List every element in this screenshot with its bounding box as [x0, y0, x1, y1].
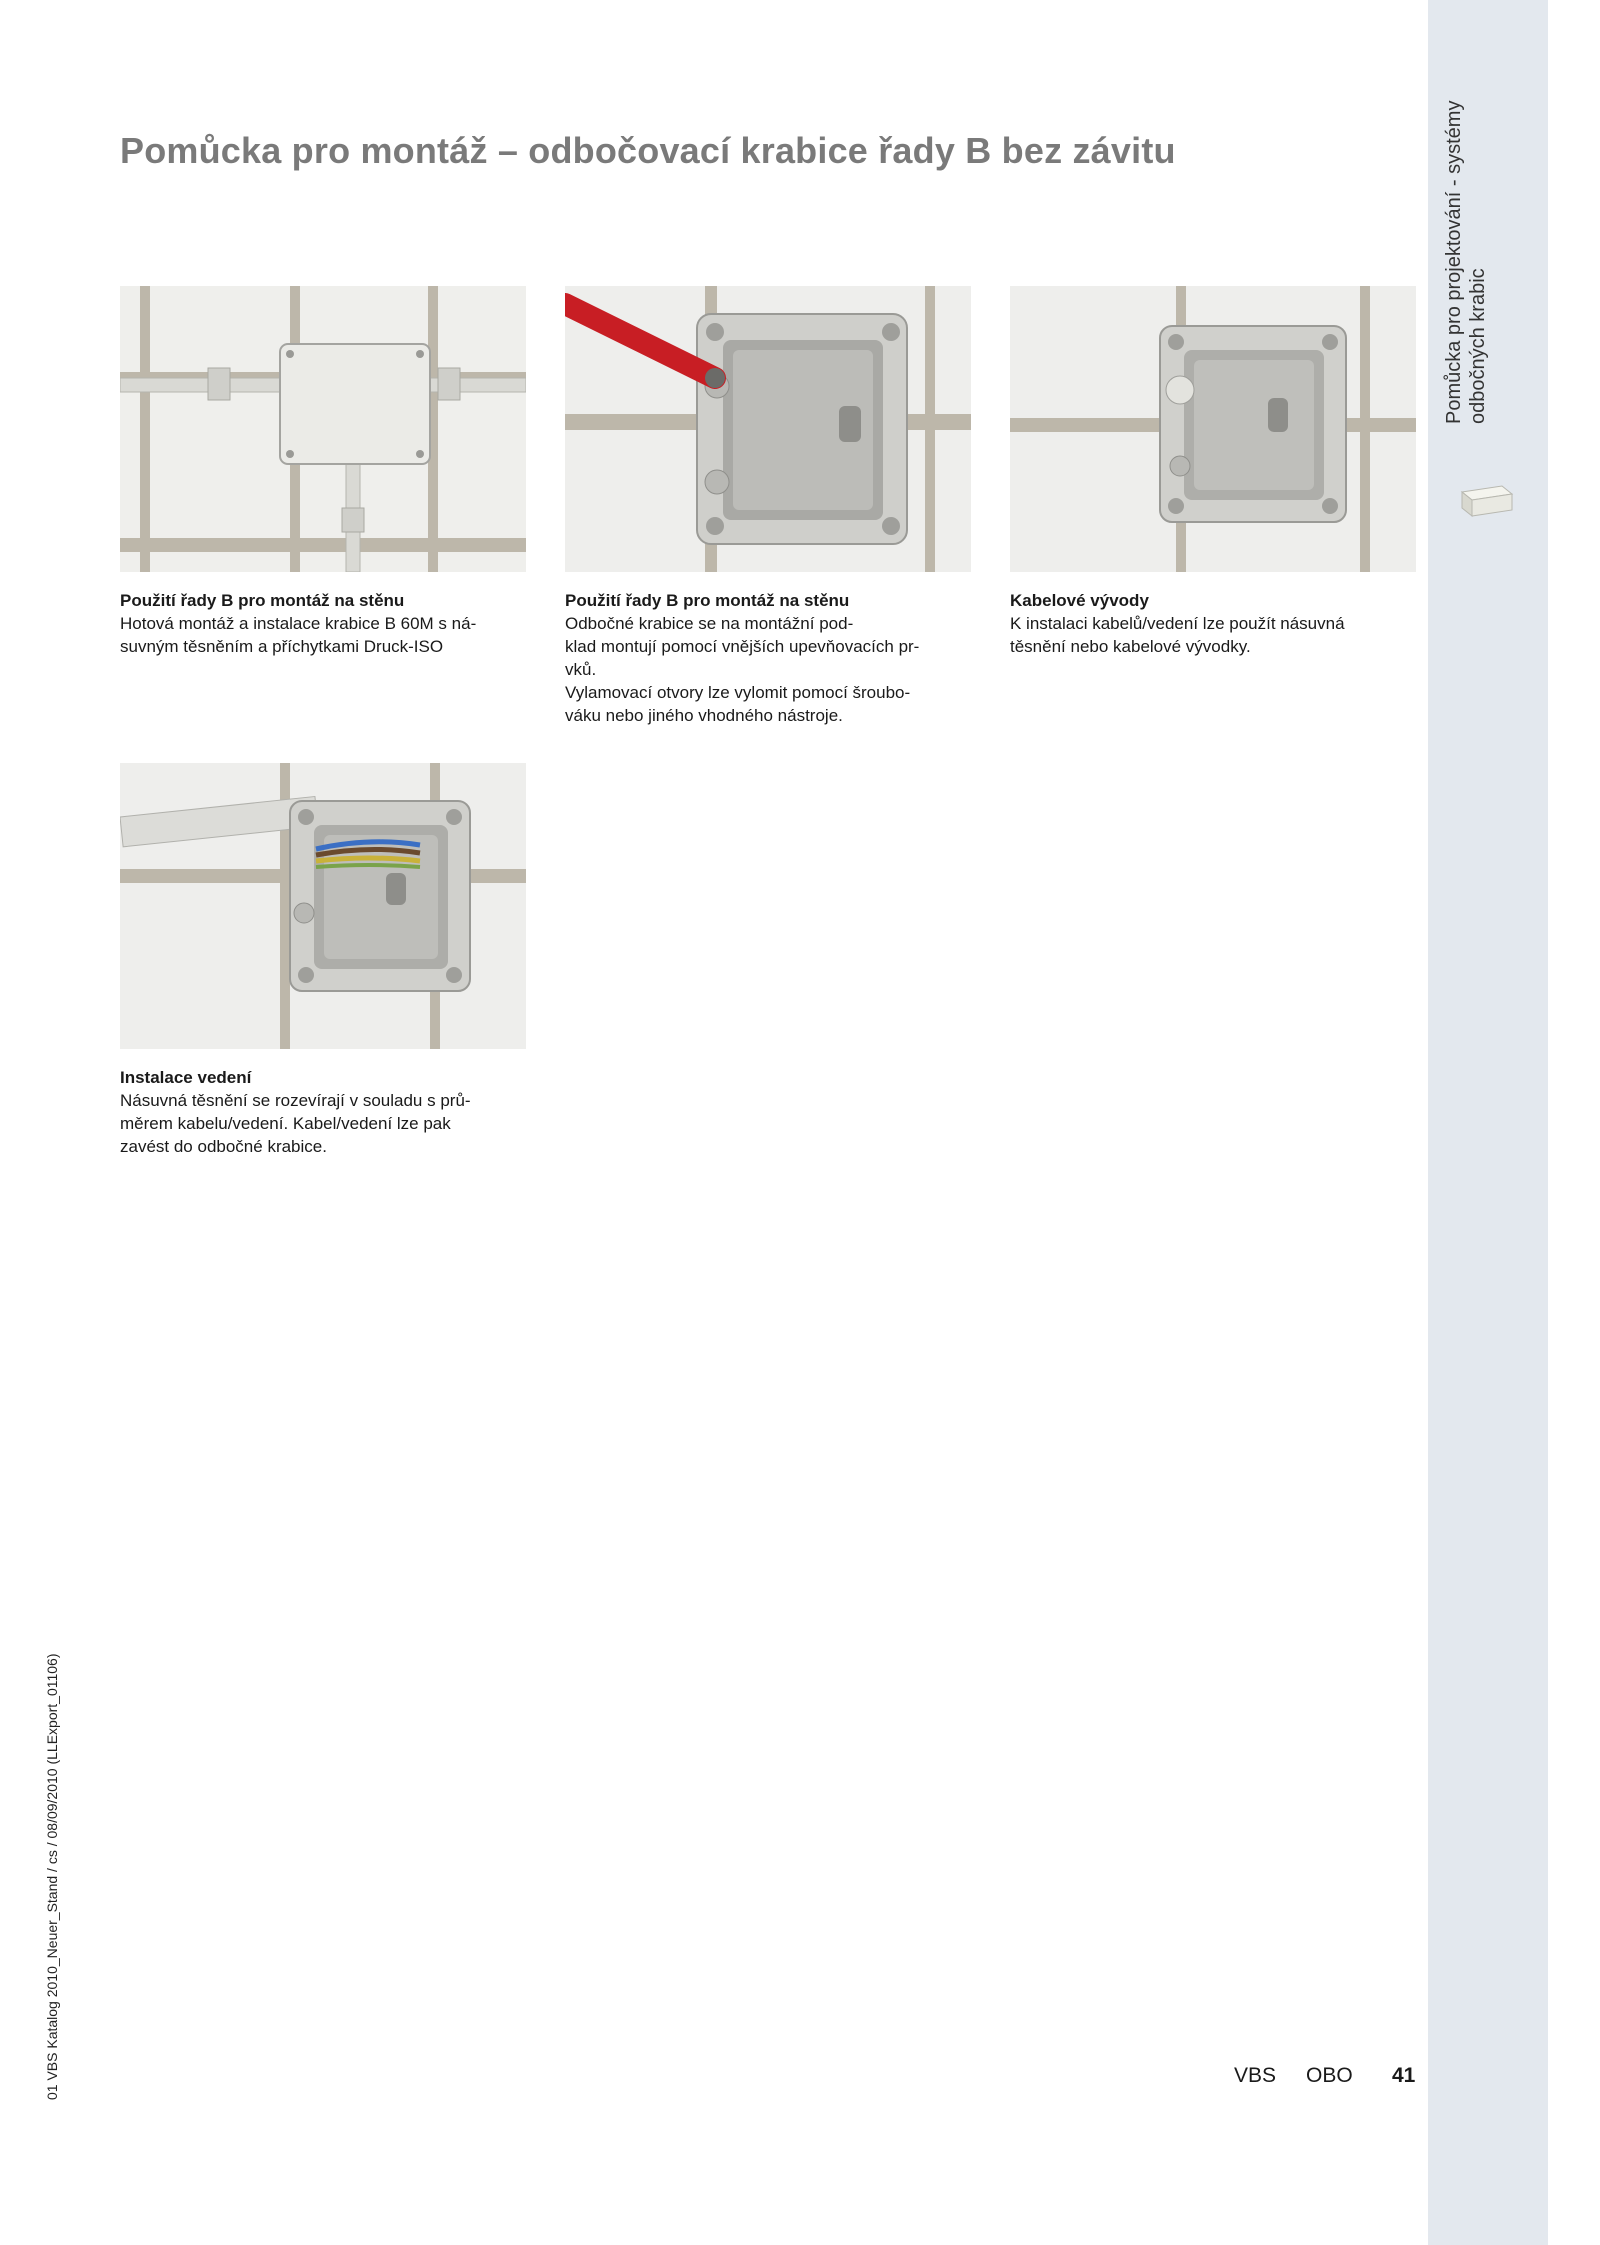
caption-text	[120, 612, 526, 658]
photo-cable-entries	[1010, 286, 1416, 572]
photo-finished-installation	[120, 286, 526, 572]
card-cable-installation	[120, 763, 526, 1158]
junction-box-thumbnail	[1458, 482, 1516, 520]
caption-line: Odbočné krabice se na montážní pod-	[565, 614, 854, 633]
photo-box-with-red-cable	[565, 286, 971, 572]
caption-line: váku nebo jiného vhodného nástroje.	[565, 706, 843, 725]
photo-cable-installation	[120, 763, 526, 1049]
caption-line: K instalaci kabelů/vedení lze použít násuvná	[1010, 614, 1345, 633]
caption-heading: Kabelové vývody	[1010, 591, 1149, 610]
sidebar-section-label	[1442, 64, 1502, 424]
caption-heading: Použití řady B pro montáž na stěnu	[120, 591, 405, 610]
caption-text	[565, 612, 971, 727]
page-title: Pomůcka pro montáž – odbočovací krabice řady B bez závitu	[120, 130, 1176, 171]
caption-text	[1010, 612, 1416, 658]
card-cable-entries	[1010, 286, 1416, 658]
caption-heading: Instalace vedení	[120, 1068, 252, 1087]
caption-line: zavést do odbočné krabice.	[120, 1137, 327, 1156]
caption-line: měrem kabelu/vedení. Kabel/vedení lze pak	[120, 1114, 451, 1133]
caption-text	[120, 1089, 526, 1158]
caption-line: klad montují pomocí vnějších upevňovacích pr-	[565, 637, 920, 656]
page-number: 41	[1392, 2064, 1416, 2087]
caption-line: Hotová montáž a instalace krabice B 60M s ná-	[120, 614, 477, 633]
caption-heading: Použití řady B pro montáž na stěnu	[565, 591, 850, 610]
caption-line: těsnění nebo kabelové vývodky.	[1010, 637, 1251, 656]
catalog-export-text: 01 VBS Katalog 2010_Neuer_Stand / cs / 08/09/2010 (LLExport_01106)	[44, 1653, 60, 2100]
caption-line: suvným těsněním a příchytkami Druck-ISO	[120, 637, 444, 656]
caption-line: vků.	[565, 660, 597, 679]
card-wall-mount-fixing	[565, 286, 971, 727]
footer-obo: OBO	[1306, 2064, 1353, 2087]
footer-vbs: VBS	[1234, 2064, 1277, 2087]
caption-line: Násuvná těsnění se rozevírají v souladu s prů-	[120, 1091, 471, 1110]
card-wall-mount-finished	[120, 286, 526, 658]
caption-line: Vylamovací otvory lze vylomit pomocí šroubo-	[565, 683, 911, 702]
catalog-export-note	[42, 1620, 72, 2100]
sidebar-line-1: Pomůcka pro projektování - systémy	[1443, 100, 1465, 424]
sidebar-line-2: odbočných krabic	[1467, 268, 1489, 424]
